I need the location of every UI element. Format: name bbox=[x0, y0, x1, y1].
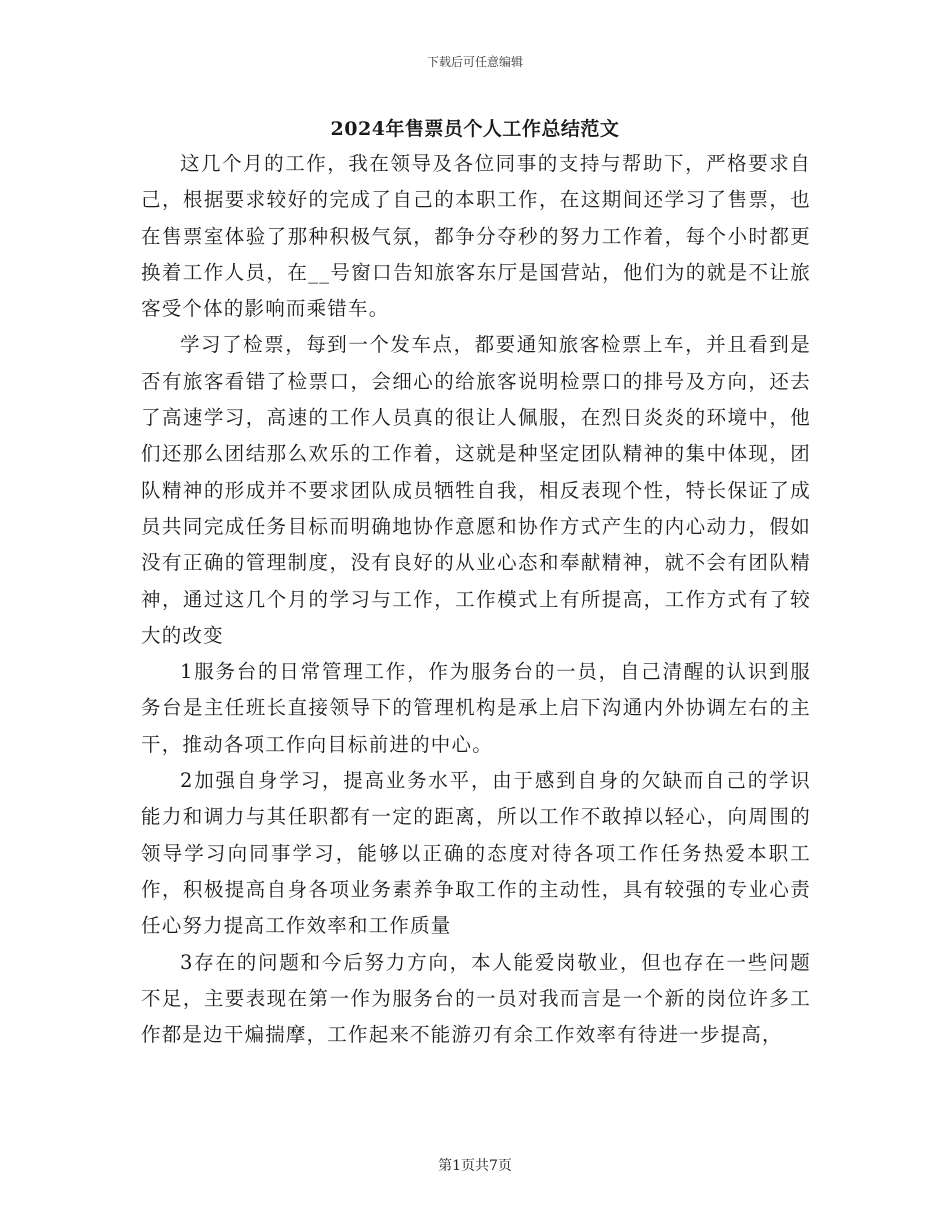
paragraph-1: 这几个月的工作，我在领导及各位同事的支持与帮助下，严格要求自己，根据要求较好的完成了自己的本职工作，在这期间还学习了售票，也在售票室体验了那种积极气氛，都争分夺秒的努力工作着，每个小时都更换着工作人员，在__号窗口告知旅客东厅是国营站，他们为的就是不让旅客受个体的影响而乘错车。 bbox=[141, 152, 811, 321]
download-edit-note: 下载后可任意编辑 bbox=[426, 55, 523, 69]
document-body bbox=[141, 146, 811, 1053]
paragraph-5: 3存在的问题和今后努力方向，本人能爱岗敬业，但也存在一些问题不足，主要表现在第一作为服务台的一员对我而言是一个新的岗位许多工作都是边干煸揣摩，工作起来不能游刃有余工作效率有待进一步提高， bbox=[141, 950, 811, 1047]
paragraph-4: 2加强自身学习，提高业务水平，由于感到自身的欠缺而自己的学识能力和调力与其任职都有一定的距离，所以工作不敢掉以轻心，向周围的领导学习向同事学习，能够以正确的态度对待各项工作任务热爱本职工作，积极提高自身各项业务素养争取工作的主动性，具有较强的专业心责任心努力提高工作效率和工作质量 bbox=[141, 769, 811, 938]
page-number: 第1页共7页 bbox=[438, 1158, 512, 1174]
paragraph-3: 1服务台的日常管理工作，作为服务台的一员，自己清醒的认识到服务台是主任班长直接领导下的管理机构是承上启下沟通内外协调左右的主干，推动各项工作向目标前进的中心。 bbox=[141, 660, 811, 756]
document-title: 2024年售票员个人工作总结范文 bbox=[330, 118, 620, 140]
paragraph-2: 学习了检票，每到一个发车点，都要通知旅客检票上车，并且看到是否有旅客看错了检票口，会细心的给旅客说明检票口的排号及方向，还去了高速学习，高速的工作人员真的很让人佩服，在烈日炎炎的环境中，他们还那么团结那么欢乐的工作着，这就是种坚定团队精神的集中体现，团队精神的形成并不要求团队成员牺牲自我，相反表现个性，特长保证了成员共同完成任务目标而明确地协作意愿和协作方式产生的内心动力，假如没有正确的管理制度，没有良好的从业心态和奉献精神，就不会有团队精神，通过这几个月的学习与工作，工作模式上有所提高，工作方式有了较大的改变 bbox=[141, 333, 811, 647]
